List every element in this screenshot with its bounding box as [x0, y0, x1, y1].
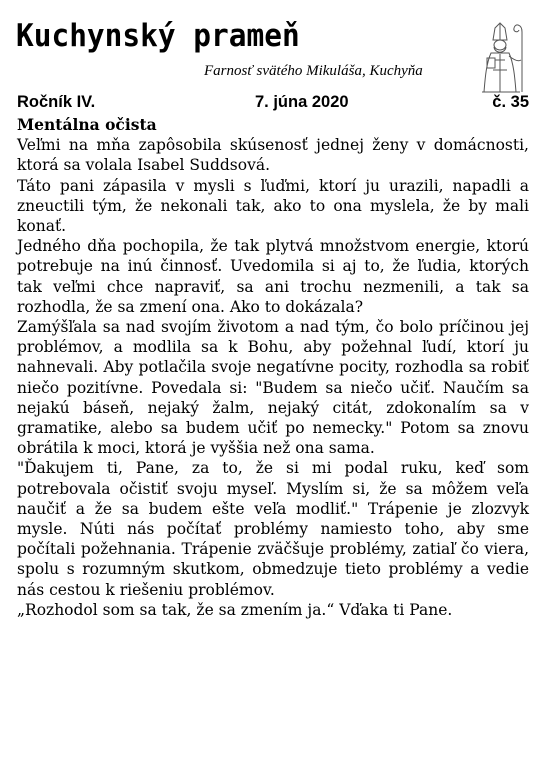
- issue-number: č. 35: [492, 93, 529, 111]
- article-paragraph: Veľmi na mňa zapôsobila skúsenosť jednej ženy v domácnosti, ktorá sa volala Isabel Suddsová.: [17, 136, 529, 175]
- article-paragraph: Jedného dňa pochopila, že tak plytvá množstvom energie, ktorú potrebuje na inú činnosť. Uvedomila si aj to, že ľudia, ktorých tak veľmi chce napraviť, sa ani trochu nezmenili, a tak sa rozhodla, že sa zmení ona. Ako to dokázala?: [17, 237, 529, 316]
- issue-info-row: [17, 92, 529, 112]
- saint-nicholas-bishop-icon: [478, 20, 528, 94]
- article-paragraph: „Rozhodol som sa tak, že sa zmením ja.“ Vďaka ti Pane.: [17, 600, 453, 619]
- parish-subtitle: Farnosť svätého Mikuláša, Kuchyňa: [204, 63, 423, 79]
- article-paragraph: Zamýšľala sa nad svojím životom a nad tým, čo bolo príčinou jej problémov, a modlila sa k Bohu, aby požehnal ľudí, ktorí ju nahnevali. Aby potlačila svoje negatívne pocity, rozhodla sa robiť niečo pozitívne. Povedala si: "Budem sa niečo učiť. Naučím sa nejakú báseň, nejaký žalm, nejaký citát, zdokonalím sa v gramatike, alebo sa budem učiť po nemecky." Potom sa znovu obrátila k moci, ktorá je vyššia než ona sama.: [17, 318, 529, 458]
- article-paragraph: "Ďakujem ti, Pane, za to, že si mi podal ruku, keď som potrebovala očistiť svoju myseľ. Myslím si, že sa môžem veľa naučiť a že sa budem ešte veľa modliť." Trápenie je zlozvyk mysle. Núti nás počítať problémy namiesto toho, aby sme počítali požehnania. Trápenie zväčšuje problémy, zatiaľ čo viera, spolu s rozumným skutkom, obmedzuje tieto problémy a vedie nás cestou k riešeniu problémov.: [17, 459, 529, 599]
- article-paragraph: Táto pani zápasila v mysli s ľuďmi, ktorí ju urazili, napadli a zneuctili tým, že nekonali tak, ako to ona myslela, že by mali konať.: [17, 176, 529, 236]
- article-title: Mentálna očista: [17, 115, 157, 134]
- issue-volume: Ročník IV.: [17, 93, 96, 111]
- article: [17, 115, 529, 620]
- issue-date: 7. júna 2020: [255, 93, 349, 111]
- newsletter-title: Kuchynský prameň: [16, 18, 300, 54]
